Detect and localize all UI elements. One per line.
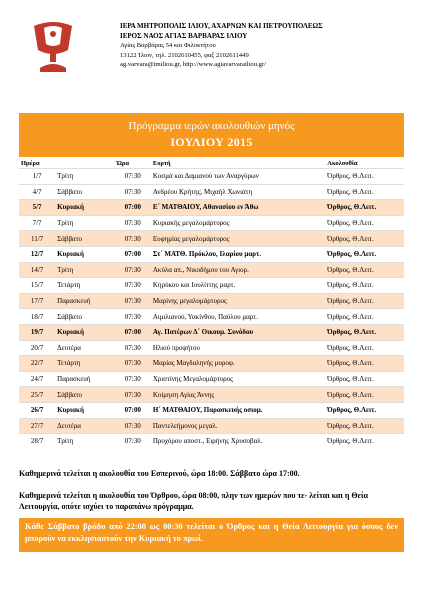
cell-time: 07:30 xyxy=(115,262,151,278)
cell-feast: Ανδρέου Κρήτης, Μιχαήλ Χωνιάτη xyxy=(151,184,325,200)
table-row xyxy=(19,184,404,200)
cell-time: 07:30 xyxy=(115,340,151,356)
cell-time: 07:30 xyxy=(115,387,151,403)
cell-day: Σάββατο xyxy=(55,231,115,247)
cell-service: Όρθρος, Θ.Λειτ. xyxy=(325,262,404,278)
table-row xyxy=(19,278,404,294)
cell-time: 07:30 xyxy=(115,215,151,231)
schedule-table xyxy=(19,158,404,449)
cell-day: Τρίτη xyxy=(55,215,115,231)
cell-date: 12/7 xyxy=(19,246,55,262)
cell-date: 25/7 xyxy=(19,387,55,403)
table-row xyxy=(19,169,404,185)
cell-day: Κυριακή xyxy=(55,402,115,418)
cell-feast: Προχόρου αποστ., Ειρήνης Χρυσοβαλ. xyxy=(151,434,325,449)
table-row xyxy=(19,200,404,216)
cell-service: Όρθρος, Θ.Λειτ. xyxy=(325,324,404,340)
cell-date: 1/7 xyxy=(19,169,55,185)
phone-fax: 13122 Ίλιον, τηλ. 2102610455, φαξ 2102611449 xyxy=(120,51,249,59)
cell-time: 07:30 xyxy=(115,169,151,185)
cell-time: 07:00 xyxy=(115,200,151,216)
table-row xyxy=(19,371,404,387)
cell-time: 07:30 xyxy=(115,356,151,372)
cell-time: 07:30 xyxy=(115,434,151,449)
vespers-note: Καθημερινά τελείται η ακολουθία του Εσπερινού, ώρα 18:00. Σάββατο ώρα 17:00. xyxy=(19,469,300,478)
cell-date: 14/7 xyxy=(19,262,55,278)
cell-service: Όρθρος, Θ.Λειτ. xyxy=(325,169,404,185)
cell-time: 07:30 xyxy=(115,231,151,247)
cell-feast: Κοσμά και Δαμιανού των Αναργύρων xyxy=(151,169,325,185)
letterhead-text xyxy=(120,22,323,70)
cell-date: 24/7 xyxy=(19,371,55,387)
cell-date: 20/7 xyxy=(19,340,55,356)
cell-day: Τετάρτη xyxy=(55,356,115,372)
cell-service: Όρθρος, Θ.Λειτ. xyxy=(325,278,404,294)
cell-time: 07:30 xyxy=(115,418,151,434)
cell-service: Όρθρος, Θ.Λειτ. xyxy=(325,387,404,403)
cell-day: Κυριακή xyxy=(55,200,115,216)
cell-time: 07:00 xyxy=(115,402,151,418)
metropolis-name: ΙΕΡΑ ΜΗΤΡΟΠΟΛΙΣ ΙΛΙΟΥ, ΑΧΑΡΝΩΝ ΚΑΙ ΠΕΤΡΟΥΠΟΛΕΩΣ xyxy=(120,22,323,30)
cell-feast: Η΄ ΜΑΤΘΑΙΟΥ, Παρασκευής οσιομ. xyxy=(151,402,325,418)
cell-feast: Αγ. Πατέρων Δ΄ Οικουμ. Συνόδου xyxy=(151,324,325,340)
cell-feast: Μαρίας Μαγδαληνής μυροφ. xyxy=(151,356,325,372)
cell-date: 4/7 xyxy=(19,184,55,200)
table-row xyxy=(19,340,404,356)
cell-day: Τρίτη xyxy=(55,434,115,449)
cell-day: Κυριακή xyxy=(55,246,115,262)
header-time: Ώρα xyxy=(116,159,130,167)
cell-date: 18/7 xyxy=(19,309,55,325)
cell-day: Τρίτη xyxy=(55,262,115,278)
cell-day: Δευτέρα xyxy=(55,418,115,434)
cell-feast: Παντελεήμονος μεγαλ. xyxy=(151,418,325,434)
cell-service: Όρθρος, Θ.Λειτ. xyxy=(325,293,404,309)
cell-time: 07:30 xyxy=(115,278,151,294)
church-name: ΙΕΡΟΣ ΝΑΟΣ ΑΓΙΑΣ ΒΑΡΒΑΡΑΣ ΙΛΙΟΥ xyxy=(120,31,248,40)
cell-feast: Ευφημίας μεγαλομάρτυρος xyxy=(151,231,325,247)
cell-date: 11/7 xyxy=(19,231,55,247)
table-row xyxy=(19,262,404,278)
cell-date: 22/7 xyxy=(19,356,55,372)
cell-day: Σάββατο xyxy=(55,309,115,325)
cell-feast: Κοίμηση Αγίας Άννης xyxy=(151,387,325,403)
table-row xyxy=(19,418,404,434)
cell-feast: Στ΄ ΜΑΤΘ. Πρόκλου, Ιλαρίου μαρτ. xyxy=(151,246,325,262)
cell-feast: Κηρύκου και Ιουλίττης μαρτ. xyxy=(151,278,325,294)
cell-day: Κυριακή xyxy=(55,324,115,340)
address: Αγίας Βαρβάρας 54 και Φιλοκτήτου xyxy=(120,42,216,50)
cell-day: Σάββατο xyxy=(55,387,115,403)
cell-date: 27/7 xyxy=(19,418,55,434)
cell-service: Όρθρος, Θ.Λειτ. xyxy=(325,434,404,449)
cell-day: Δευτέρα xyxy=(55,340,115,356)
table-row xyxy=(19,356,404,372)
letterhead xyxy=(20,8,410,100)
table-row xyxy=(19,231,404,247)
table-row xyxy=(19,402,404,418)
saturday-vigil-note: Κάθε Σάββατο βράδυ από 22:00 ως 00:30 τελείται ο Όρθρος και η Θεία Λειτουργία για όσους δεν μπορούν να εκκλησιαστούν την Κυριακή το πρωί. xyxy=(19,518,404,552)
month-title: ΙΟΥΛΙΟΥ 2015 xyxy=(170,135,253,149)
cell-time: 07:30 xyxy=(115,184,151,200)
cell-date: 26/7 xyxy=(19,402,55,418)
cell-service: Όρθρος, Θ.Λειτ. xyxy=(325,340,404,356)
cell-service: Όρθρος, Θ.Λειτ. xyxy=(325,231,404,247)
table-row xyxy=(19,293,404,309)
cell-day: Σάββατο xyxy=(55,184,115,200)
cell-day: Τρίτη xyxy=(55,169,115,185)
cell-service: Όρθρος, Θ.Λειτ. xyxy=(325,309,404,325)
cell-date: 5/7 xyxy=(19,200,55,216)
cell-time: 07:00 xyxy=(115,324,151,340)
cell-day: Παρασκευή xyxy=(55,293,115,309)
table-header-row xyxy=(19,158,404,169)
cell-service: Όρθρος, Θ.Λειτ. xyxy=(325,215,404,231)
cell-feast: Κυριακής μεγαλομάρτυρος xyxy=(151,215,325,231)
cell-date: 7/7 xyxy=(19,215,55,231)
table-row xyxy=(19,309,404,325)
cell-feast: Ακύλα απ., Νικοδήμου του Αγιορ. xyxy=(151,262,325,278)
cell-service: Όρθρος, Θ.Λειτ. xyxy=(325,356,404,372)
cell-date: 28/7 xyxy=(19,434,55,449)
cell-feast: Ε΄ ΜΑΤΘΑΙΟΥ, Αθανασίου εν Άθω xyxy=(151,200,325,216)
cell-day: Παρασκευή xyxy=(55,371,115,387)
cell-day: Τετάρτη xyxy=(55,278,115,294)
cell-date: 19/7 xyxy=(19,324,55,340)
table-row xyxy=(19,246,404,262)
table-row xyxy=(19,387,404,403)
cell-feast: Αιμιλιανού, Υακίνθου, Παύλου μαρτ. xyxy=(151,309,325,325)
cell-date: 15/7 xyxy=(19,278,55,294)
header-blank xyxy=(55,158,115,169)
email-web[interactable]: ag.varvara@imiliou.gr, http://www.agiavarvarailiou.gr/ xyxy=(120,61,267,69)
cell-feast: Μαρίνης μεγαλομάρτυρος xyxy=(151,293,325,309)
cell-time: 07:30 xyxy=(115,371,151,387)
cell-time: 07:30 xyxy=(115,293,151,309)
cell-service: Όρθρος, Θ.Λειτ. xyxy=(325,246,404,262)
cell-service: Όρθρος, Θ.Λειτ. xyxy=(325,184,404,200)
cell-feast: Χριστίνης Μεγαλομάρτυρος xyxy=(151,371,325,387)
cell-service: Όρθρος, Θ.Λειτ. xyxy=(325,371,404,387)
cell-service: Όρθρος, Θ.Λειτ. xyxy=(325,418,404,434)
header-day: Ημέρα xyxy=(21,159,40,167)
schedule-title xyxy=(19,113,404,157)
cell-time: 07:30 xyxy=(115,309,151,325)
cell-feast: Ηλιού προφήτου xyxy=(151,340,325,356)
header-service: Ακολουθία xyxy=(327,159,358,167)
header-feast: Εορτή xyxy=(152,159,171,167)
table-row xyxy=(19,324,404,340)
cell-service: Όρθρος, Θ.Λειτ. xyxy=(325,200,404,216)
table-row xyxy=(19,434,404,449)
cell-time: 07:00 xyxy=(115,246,151,262)
cell-service: Όρθρος, Θ.Λειτ. xyxy=(325,402,404,418)
table-row xyxy=(19,215,404,231)
matins-note: Καθημερινά τελείται η ακολουθία του Όρθρου, ώρα 08:00, πλην των ημερών που τε- λείται και η Θεία Λειτουργία, οπότε ισχύει το παραπάνω πρόγραμμα. xyxy=(19,491,368,511)
title-line: Πρόγραμμα ιερών ακολουθιών μηνός xyxy=(128,120,295,132)
cell-date: 17/7 xyxy=(19,293,55,309)
chalice-emblem-icon xyxy=(28,16,78,78)
